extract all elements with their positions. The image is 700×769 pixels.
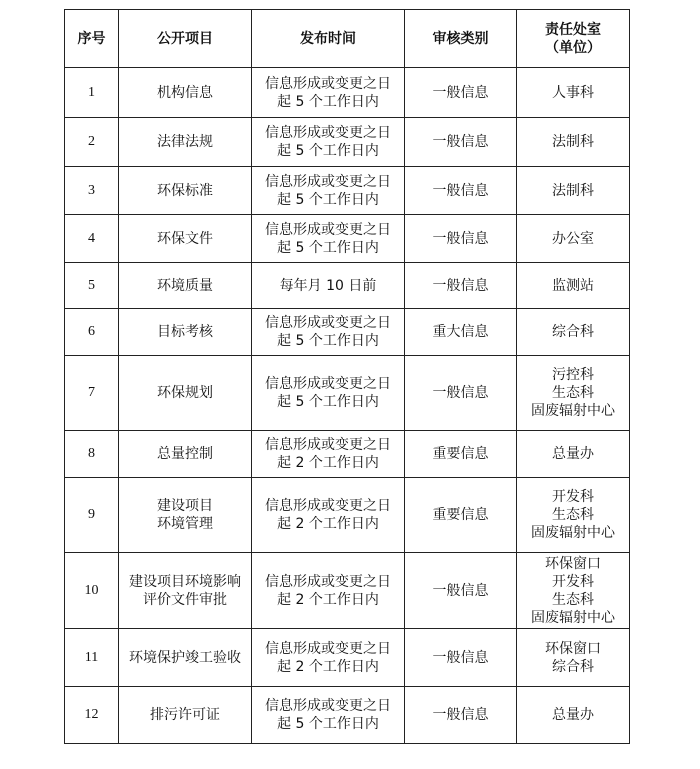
cell-text: 固废辐射中心 xyxy=(531,525,615,541)
cell-dept xyxy=(517,553,630,629)
table-row xyxy=(65,553,630,629)
cell-text: 信息形成或变更之日 xyxy=(265,75,391,92)
cell-category: 重要信息 xyxy=(405,431,517,478)
cell-text: 生态科 xyxy=(552,591,594,608)
cell-text: 环保规划 xyxy=(157,385,213,401)
cell-dept xyxy=(517,478,630,553)
cell-text: 起 5 个工作日内 xyxy=(277,394,379,410)
header-item: 公开项目 xyxy=(119,10,252,68)
cell-text: 环保标准 xyxy=(157,182,213,199)
table-row xyxy=(65,356,630,431)
cell-text: 信息形成或变更之日 xyxy=(265,221,391,238)
cell-serial: 4 xyxy=(65,215,119,263)
cell-text: 总量办 xyxy=(552,446,594,462)
cell-text: 环保窗口 xyxy=(545,555,601,572)
cell-serial: 9 xyxy=(65,478,119,553)
cell-time xyxy=(252,629,405,687)
cell-category: 一般信息 xyxy=(405,553,517,629)
cell-text: 起 5 个工作日内 xyxy=(277,716,379,732)
cell-text: 信息形成或变更之日 xyxy=(265,125,391,141)
cell-text: 固废辐射中心 xyxy=(531,403,615,419)
cell-category: 一般信息 xyxy=(405,356,517,431)
cell-text: 每年月 10 日前 xyxy=(279,277,377,294)
cell-text: 生态科 xyxy=(552,507,594,523)
cell-text: 环境管理 xyxy=(157,516,213,532)
cell-serial: 11 xyxy=(65,629,119,687)
cell-category: 重要信息 xyxy=(405,478,517,553)
cell-time xyxy=(252,356,405,431)
cell-category: 一般信息 xyxy=(405,629,517,687)
cell-time xyxy=(252,687,405,744)
cell-dept xyxy=(517,629,630,687)
cell-text: 信息形成或变更之日 xyxy=(265,640,391,657)
cell-serial: 6 xyxy=(65,309,119,356)
cell-text: 环保窗口 xyxy=(545,640,601,657)
cell-serial: 7 xyxy=(65,356,119,431)
cell-text: 信息形成或变更之日 xyxy=(265,437,391,453)
cell-text: 信息形成或变更之日 xyxy=(265,376,391,392)
cell-time xyxy=(252,263,405,309)
cell-category: 一般信息 xyxy=(405,118,517,167)
cell-category: 一般信息 xyxy=(405,687,517,744)
header-dept: 责任处室 （单位） xyxy=(517,10,630,68)
cell-time xyxy=(252,309,405,356)
cell-text: 机构信息 xyxy=(157,84,213,101)
cell-item xyxy=(119,629,252,687)
cell-item xyxy=(119,687,252,744)
cell-item xyxy=(119,68,252,118)
cell-text: 环境质量 xyxy=(157,277,213,294)
cell-text: 法律法规 xyxy=(157,134,213,150)
header-row xyxy=(65,10,630,68)
cell-text: 生态科 xyxy=(552,385,594,401)
table-row xyxy=(65,629,630,687)
cell-text: 法制科 xyxy=(552,182,594,199)
cell-text: 起 2 个工作日内 xyxy=(277,658,379,675)
cell-dept xyxy=(517,431,630,478)
cell-text: 开发科 xyxy=(552,573,594,590)
cell-serial: 5 xyxy=(65,263,119,309)
cell-text: 信息形成或变更之日 xyxy=(265,498,391,514)
cell-dept xyxy=(517,215,630,263)
cell-text: 起 2 个工作日内 xyxy=(277,455,379,471)
cell-item xyxy=(119,215,252,263)
cell-time xyxy=(252,553,405,629)
cell-item xyxy=(119,309,252,356)
cell-text: 总量办 xyxy=(552,707,594,723)
cell-dept xyxy=(517,263,630,309)
cell-category: 一般信息 xyxy=(405,215,517,263)
cell-item xyxy=(119,263,252,309)
cell-item xyxy=(119,431,252,478)
table-row xyxy=(65,215,630,263)
cell-text: 人事科 xyxy=(552,84,594,101)
cell-text: 环境保护竣工验收 xyxy=(129,649,241,666)
cell-text: 起 5 个工作日内 xyxy=(277,333,379,349)
cell-text: 起 5 个工作日内 xyxy=(277,143,379,159)
table-row xyxy=(65,309,630,356)
cell-text: 起 5 个工作日内 xyxy=(277,191,379,208)
cell-serial: 10 xyxy=(65,553,119,629)
cell-serial: 2 xyxy=(65,118,119,167)
cell-text: 起 5 个工作日内 xyxy=(277,93,379,110)
disclosure-table-wrapper xyxy=(64,9,630,744)
cell-time xyxy=(252,478,405,553)
cell-text: 信息形成或变更之日 xyxy=(265,573,391,590)
cell-dept xyxy=(517,167,630,215)
table-row xyxy=(65,68,630,118)
table-row xyxy=(65,263,630,309)
header-time: 发布时间 xyxy=(252,10,405,68)
cell-item xyxy=(119,553,252,629)
cell-text: 综合科 xyxy=(552,658,594,675)
cell-item xyxy=(119,478,252,553)
cell-category: 重大信息 xyxy=(405,309,517,356)
cell-text: 建设项目环境影响 xyxy=(129,573,241,590)
table-row xyxy=(65,478,630,553)
table-row xyxy=(65,687,630,744)
cell-category: 一般信息 xyxy=(405,167,517,215)
cell-dept xyxy=(517,68,630,118)
cell-time xyxy=(252,68,405,118)
cell-dept xyxy=(517,356,630,431)
cell-text: 起 2 个工作日内 xyxy=(277,516,379,532)
cell-text: 目标考核 xyxy=(157,324,213,340)
cell-category: 一般信息 xyxy=(405,263,517,309)
cell-time xyxy=(252,118,405,167)
cell-serial: 1 xyxy=(65,68,119,118)
cell-time xyxy=(252,167,405,215)
cell-dept xyxy=(517,118,630,167)
cell-text: 信息形成或变更之日 xyxy=(265,698,391,714)
table-row xyxy=(65,118,630,167)
cell-text: 办公室 xyxy=(552,230,594,247)
cell-time xyxy=(252,431,405,478)
table-row xyxy=(65,167,630,215)
cell-text: 法制科 xyxy=(552,134,594,150)
cell-text: 起 2 个工作日内 xyxy=(277,591,379,608)
cell-item xyxy=(119,356,252,431)
cell-text: 综合科 xyxy=(552,324,594,340)
cell-text: 起 5 个工作日内 xyxy=(277,239,379,256)
cell-text: 监测站 xyxy=(552,277,594,294)
cell-text: 固废辐射中心 xyxy=(531,609,615,626)
cell-time xyxy=(252,215,405,263)
cell-dept xyxy=(517,309,630,356)
table-row xyxy=(65,431,630,478)
cell-text: 信息形成或变更之日 xyxy=(265,315,391,331)
cell-text: 建设项目 xyxy=(157,498,213,514)
cell-item xyxy=(119,167,252,215)
cell-text: 排污许可证 xyxy=(150,707,220,723)
cell-text: 开发科 xyxy=(552,489,594,505)
cell-text: 评价文件审批 xyxy=(143,591,227,608)
cell-text: 信息形成或变更之日 xyxy=(265,173,391,190)
cell-serial: 3 xyxy=(65,167,119,215)
header-category: 审核类别 xyxy=(405,10,517,68)
cell-dept xyxy=(517,687,630,744)
cell-text: 环保文件 xyxy=(157,230,213,247)
cell-category: 一般信息 xyxy=(405,68,517,118)
table-body xyxy=(65,68,630,744)
cell-text: 污控科 xyxy=(552,367,594,383)
disclosure-table xyxy=(64,9,630,744)
cell-serial: 8 xyxy=(65,431,119,478)
cell-serial: 12 xyxy=(65,687,119,744)
cell-text: 总量控制 xyxy=(157,446,213,462)
header-serial: 序号 xyxy=(65,10,119,68)
cell-item xyxy=(119,118,252,167)
